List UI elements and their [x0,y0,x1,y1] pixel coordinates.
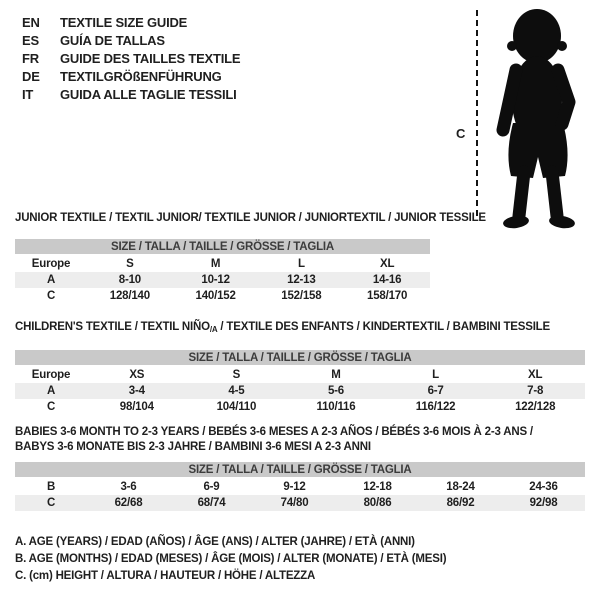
table-cell: 24-36 [502,478,585,495]
table-row [15,495,585,511]
language-label: GUIDE DES TAILLES TEXTILE [60,51,241,66]
babies-textile-section [15,425,585,511]
table-cell: S [187,366,287,383]
size-header-row [15,239,430,255]
table-row [15,272,430,288]
row-label: C [46,401,56,413]
size-header-bar: SIZE / TALLA / TAILLE / GRÖSSE / TAGLIA [15,462,585,478]
table-cell: 98/104 [119,401,154,413]
language-row-es [22,32,240,50]
table-row [15,255,430,272]
babies-size-table [15,462,585,511]
language-code: IT [22,87,34,102]
table-cell: 10-12 [173,272,259,288]
section-title-line2: BABYS 3-6 MONATE BIS 2-3 JAHRE / BAMBINI 3-6 MESI A 2-3 ANNI [15,441,371,453]
section-title [15,320,585,337]
table-cell: 158/170 [367,290,408,302]
table-cell: L [386,366,486,383]
section-title: JUNIOR TEXTILE / TEXTIL JUNIOR/ TEXTILE JUNIOR / JUNIORTEXTIL / JUNIOR TESSILE [15,212,486,224]
size-header-bar: SIZE / TALLA / TAILLE / GRÖSSE / TAGLIA [15,350,585,366]
table-cell: 12-18 [336,478,419,495]
table-cell: 14-16 [344,272,430,288]
language-label: TEXTILGRÖßENFÜHRUNG [60,69,222,84]
language-label: GUIDA ALLE TAGLIE TESSILI [60,87,237,102]
measure-label-c: C [456,126,466,141]
table-row [15,478,585,495]
row-label: B [15,478,87,495]
language-code: DE [22,69,40,84]
table-row [15,366,585,383]
table-cell: 6-9 [170,478,253,495]
table-cell: 74/80 [253,495,336,511]
row-label: C [15,495,87,511]
table-cell: 6-7 [386,383,486,399]
children-size-table [15,350,585,415]
children-textile-section [15,320,585,415]
junior-size-table [15,239,430,304]
row-label: A [15,383,87,399]
table-cell: 3-4 [87,383,187,399]
toddler-silhouette [485,6,595,236]
table-cell: 104/110 [216,401,257,413]
table-cell: 86/92 [419,495,502,511]
junior-textile-section [15,211,486,304]
row-label: Europe [15,366,87,383]
section-title-text: CHILDREN'S TEXTILE / TEXTIL NIÑO [15,321,210,333]
table-cell: 80/86 [336,495,419,511]
language-label: GUÍA DE TALLAS [60,33,165,48]
language-row-fr [22,50,240,68]
table-cell: XL [344,255,430,272]
section-title-text: / TEXTILE DES ENFANTS / KINDERTEXTIL / BAMBINI TESSILE [217,321,550,333]
size-guide-figure [455,6,597,238]
table-cell: 68/74 [170,495,253,511]
table-cell: 7-8 [485,383,585,399]
row-label: A [15,272,87,288]
table-cell: 140/152 [195,290,236,302]
table-cell: L [259,255,345,272]
language-row-de [22,68,240,86]
table-cell: S [87,255,173,272]
section-title-subscript: /A [209,325,218,334]
size-header-row [15,350,585,366]
language-row-it [22,86,240,104]
table-row [15,399,585,415]
table-cell: 62/68 [87,495,170,511]
table-cell: XL [485,366,585,383]
table-cell: 3-6 [87,478,170,495]
footnote-a: A. AGE (YEARS) / EDAD (AÑOS) / ÂGE (ANS) / ALTER (JAHRE) / ETÀ (ANNI) [15,536,415,548]
language-code: FR [22,51,39,66]
table-cell: 9-12 [253,478,336,495]
table-cell: 5-6 [286,383,386,399]
table-row [15,383,585,399]
table-cell: 110/116 [316,401,356,413]
height-measure-dashed-line [476,10,478,216]
table-row [15,288,430,304]
row-label: C [46,290,56,302]
table-cell: 8-10 [87,272,173,288]
row-label: Europe [15,255,87,272]
size-header-bar: SIZE / TALLA / TAILLE / GRÖSSE / TAGLIA [15,239,430,255]
section-title-line1: BABIES 3-6 MONTH TO 2-3 YEARS / BEBÉS 3-6 MESES A 2-3 AÑOS / BÉBÉS 3-6 MOIS À 2-3 ANS / [15,426,533,438]
language-row-en [22,14,240,32]
footnotes [15,534,446,585]
language-code: EN [22,15,40,30]
section-title [15,425,585,455]
footnote-b: B. AGE (MONTHS) / EDAD (MESES) / ÂGE (MOIS) / ALTER (MONATE) / ETÀ (MESI) [15,553,447,565]
table-cell: 128/140 [109,290,150,302]
footnote-c: C. (cm) HEIGHT / ALTURA / HAUTEUR / HÖHE / ALTEZZA [15,570,316,582]
table-cell: M [173,255,259,272]
language-code: ES [22,33,39,48]
table-cell: 18-24 [419,478,502,495]
table-cell: XS [87,366,187,383]
table-cell: 4-5 [187,383,287,399]
size-header-row [15,462,585,478]
table-cell: 152/158 [281,290,322,302]
table-cell: 122/128 [515,401,556,413]
table-cell: 92/98 [502,495,585,511]
table-cell: 116/122 [415,401,456,413]
table-cell: M [286,366,386,383]
language-label: TEXTILE SIZE GUIDE [60,15,188,30]
language-title-list [22,14,240,104]
table-cell: 12-13 [259,272,345,288]
